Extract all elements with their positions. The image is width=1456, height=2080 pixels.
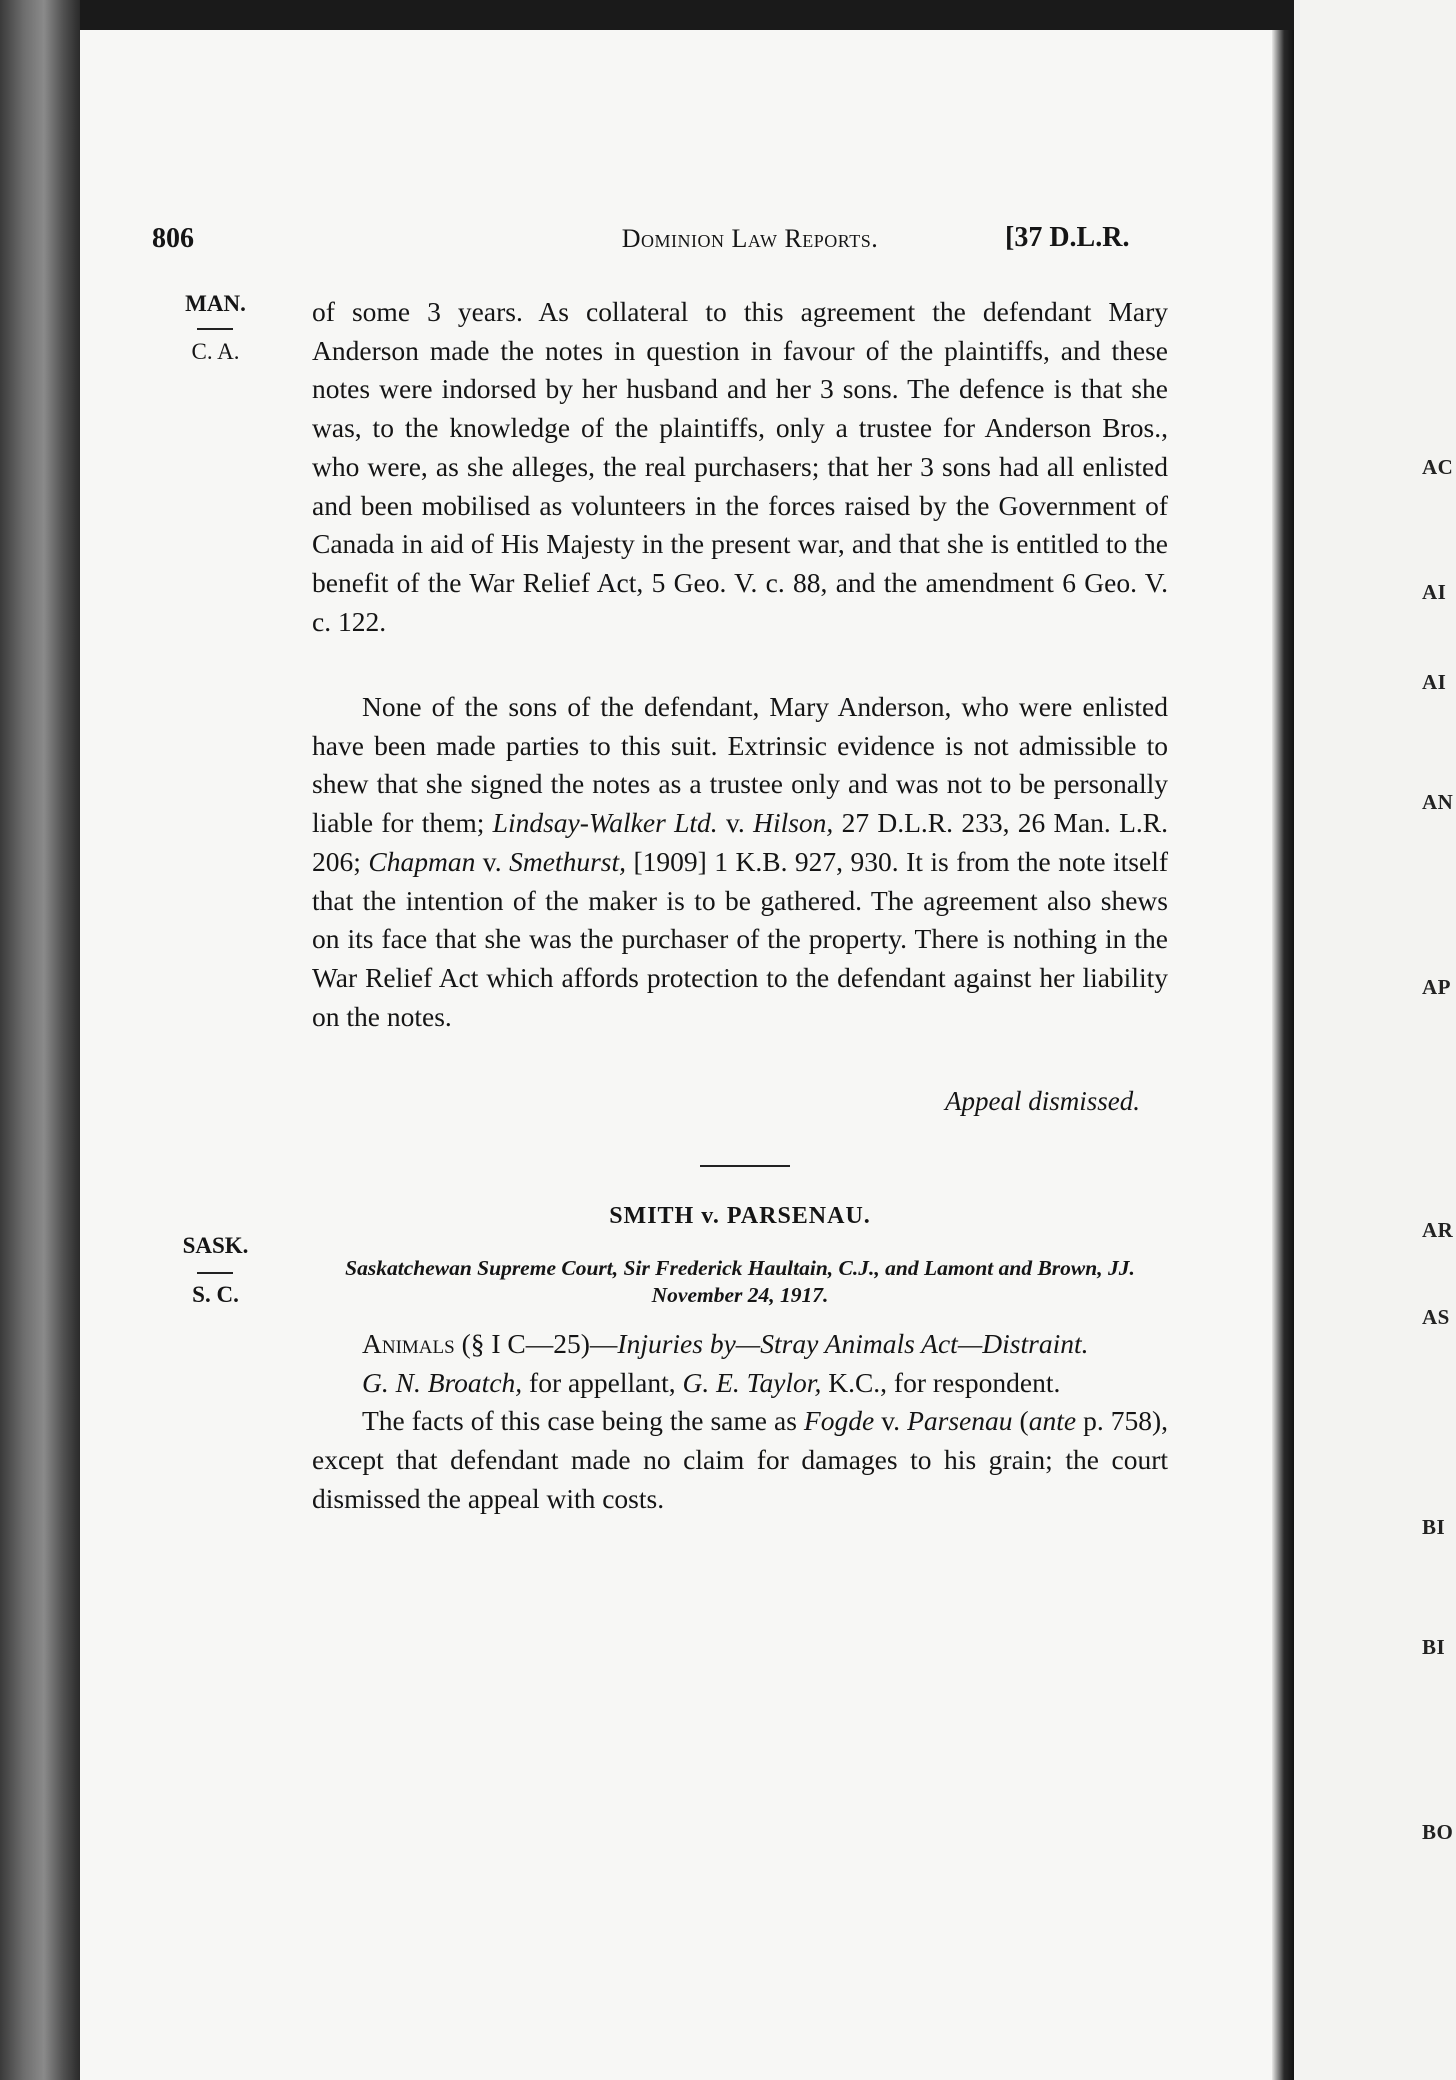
adjacent-page-fragment: AR xyxy=(1422,1218,1454,1242)
text-run: p. 758), except that defendant made no claim for damages to his grain; the court dismissed the appeal with costs. xyxy=(312,1405,1168,1514)
margin-court: C. A. xyxy=(191,339,240,364)
margin-rule xyxy=(197,1272,233,1274)
adjacent-page-fragment: BI xyxy=(1422,1635,1446,1659)
headnote-topic: Injuries by—Stray Animals Act—Distraint. xyxy=(617,1328,1089,1359)
paragraph-text xyxy=(312,688,1168,1036)
case-citation: Parsenau xyxy=(907,1405,1013,1437)
section-divider xyxy=(700,1165,790,1167)
paragraph-text: of some 3 years. As collateral to this agreement the defendant Mary Anderson made the notes in question in favour of the plaintiffs, and these notes were indorsed by her husband and her 3 sons. The defence is that she was, to the knowledge of the plaintiffs, only a trustee for Anderson Bros., who were, as she alleges, the real purchasers; that her 3 sons had all enlisted and been mobilised as volunteers in the forces raised by the Government of Canada in aid of His Majesty in the present war, and that she is entitled to the benefit of the War Relief Act, 5 Geo. V. c. 88, and the amendment 6 Geo. V. c. 122. xyxy=(312,296,1168,637)
text-run: v. xyxy=(475,845,510,877)
adjacent-page-fragment: AI xyxy=(1422,670,1447,694)
body-paragraph xyxy=(312,688,1168,1036)
court-line: Saskatchewan Supreme Court, Sir Frederick Haultain, C.J., and Lamont and Brown, JJ. November 24, 1917. xyxy=(345,1256,1135,1307)
case-citation: ante xyxy=(1028,1405,1077,1437)
adjacent-page-fragment: AN xyxy=(1422,790,1454,814)
adjacent-page-fragment: AI xyxy=(1422,580,1447,604)
running-title: Dominion Law Reports. xyxy=(621,224,879,253)
case-citation: Lindsay-Walker Ltd. xyxy=(492,807,718,839)
text-run: ( xyxy=(1012,1405,1029,1437)
facts-paragraph xyxy=(312,1402,1168,1518)
body-paragraph xyxy=(312,293,1168,641)
case-citation: Hilson, xyxy=(753,807,834,839)
margin-jurisdiction: SASK. xyxy=(182,1233,249,1258)
case-title: SMITH v. PARSENAU. xyxy=(609,1203,871,1229)
adjacent-page-fragment: AC xyxy=(1422,455,1454,479)
adjacent-page-edge xyxy=(1294,0,1456,2080)
counsel-name: G. E. Taylor, xyxy=(682,1366,822,1398)
text-run: 27 D.L.R. 233, 26 Man. L.R. 206; xyxy=(312,807,1168,877)
headnote-ref: (§ I C—25)— xyxy=(454,1328,618,1359)
text-run: for appellant, xyxy=(522,1366,683,1398)
case-citation: Chapman xyxy=(368,845,476,877)
adjacent-page-fragment: AP xyxy=(1422,975,1451,999)
margin-rule xyxy=(197,328,233,330)
text-run: [1909] 1 K.B. 927, 930. It is from the note itself that the intention of the maker is to be gathered. The agreement also shews on its face that she was the purchaser of the property. There is nothing in the War Relief Act which affords protection to the defendant against her liability on the notes. xyxy=(312,845,1169,1032)
margin-jurisdiction: MAN. xyxy=(185,291,246,316)
text-run: K.C., for respondent. xyxy=(821,1366,1061,1398)
headnote-lead: Animals xyxy=(362,1328,455,1359)
page-gutter xyxy=(1272,30,1294,2080)
adjacent-page-fragment: BI xyxy=(1422,1515,1446,1539)
adjacent-page-fragment: BO xyxy=(1422,1820,1454,1844)
counsel-line xyxy=(312,1364,1168,1403)
margin-court: S. C. xyxy=(192,1282,239,1307)
appeal-result: Appeal dismissed. xyxy=(945,1086,1140,1116)
volume-reference: [37 D.L.R. xyxy=(1005,222,1130,253)
page-number: 806 xyxy=(152,223,194,254)
headnote xyxy=(312,1325,1168,1364)
counsel-name: G. N. Broatch, xyxy=(362,1366,523,1398)
case-body xyxy=(312,1325,1168,1519)
case-citation: Fogde xyxy=(803,1405,875,1437)
book-spine xyxy=(0,0,80,2080)
case-citation: Smethurst, xyxy=(509,845,626,877)
text-run: v. xyxy=(717,807,754,839)
text-run: v. xyxy=(874,1405,908,1437)
adjacent-page-fragment: AS xyxy=(1422,1305,1450,1329)
text-run: None of the sons of the defendant, Mary Anderson, who were enlisted have been made parties to this suit. Extrinsic evidence is not admissible to shew that she signed the notes as a trustee only and was not to be personally liable for them; xyxy=(312,691,1168,839)
text-run: The facts of this case being the same as xyxy=(362,1405,804,1437)
